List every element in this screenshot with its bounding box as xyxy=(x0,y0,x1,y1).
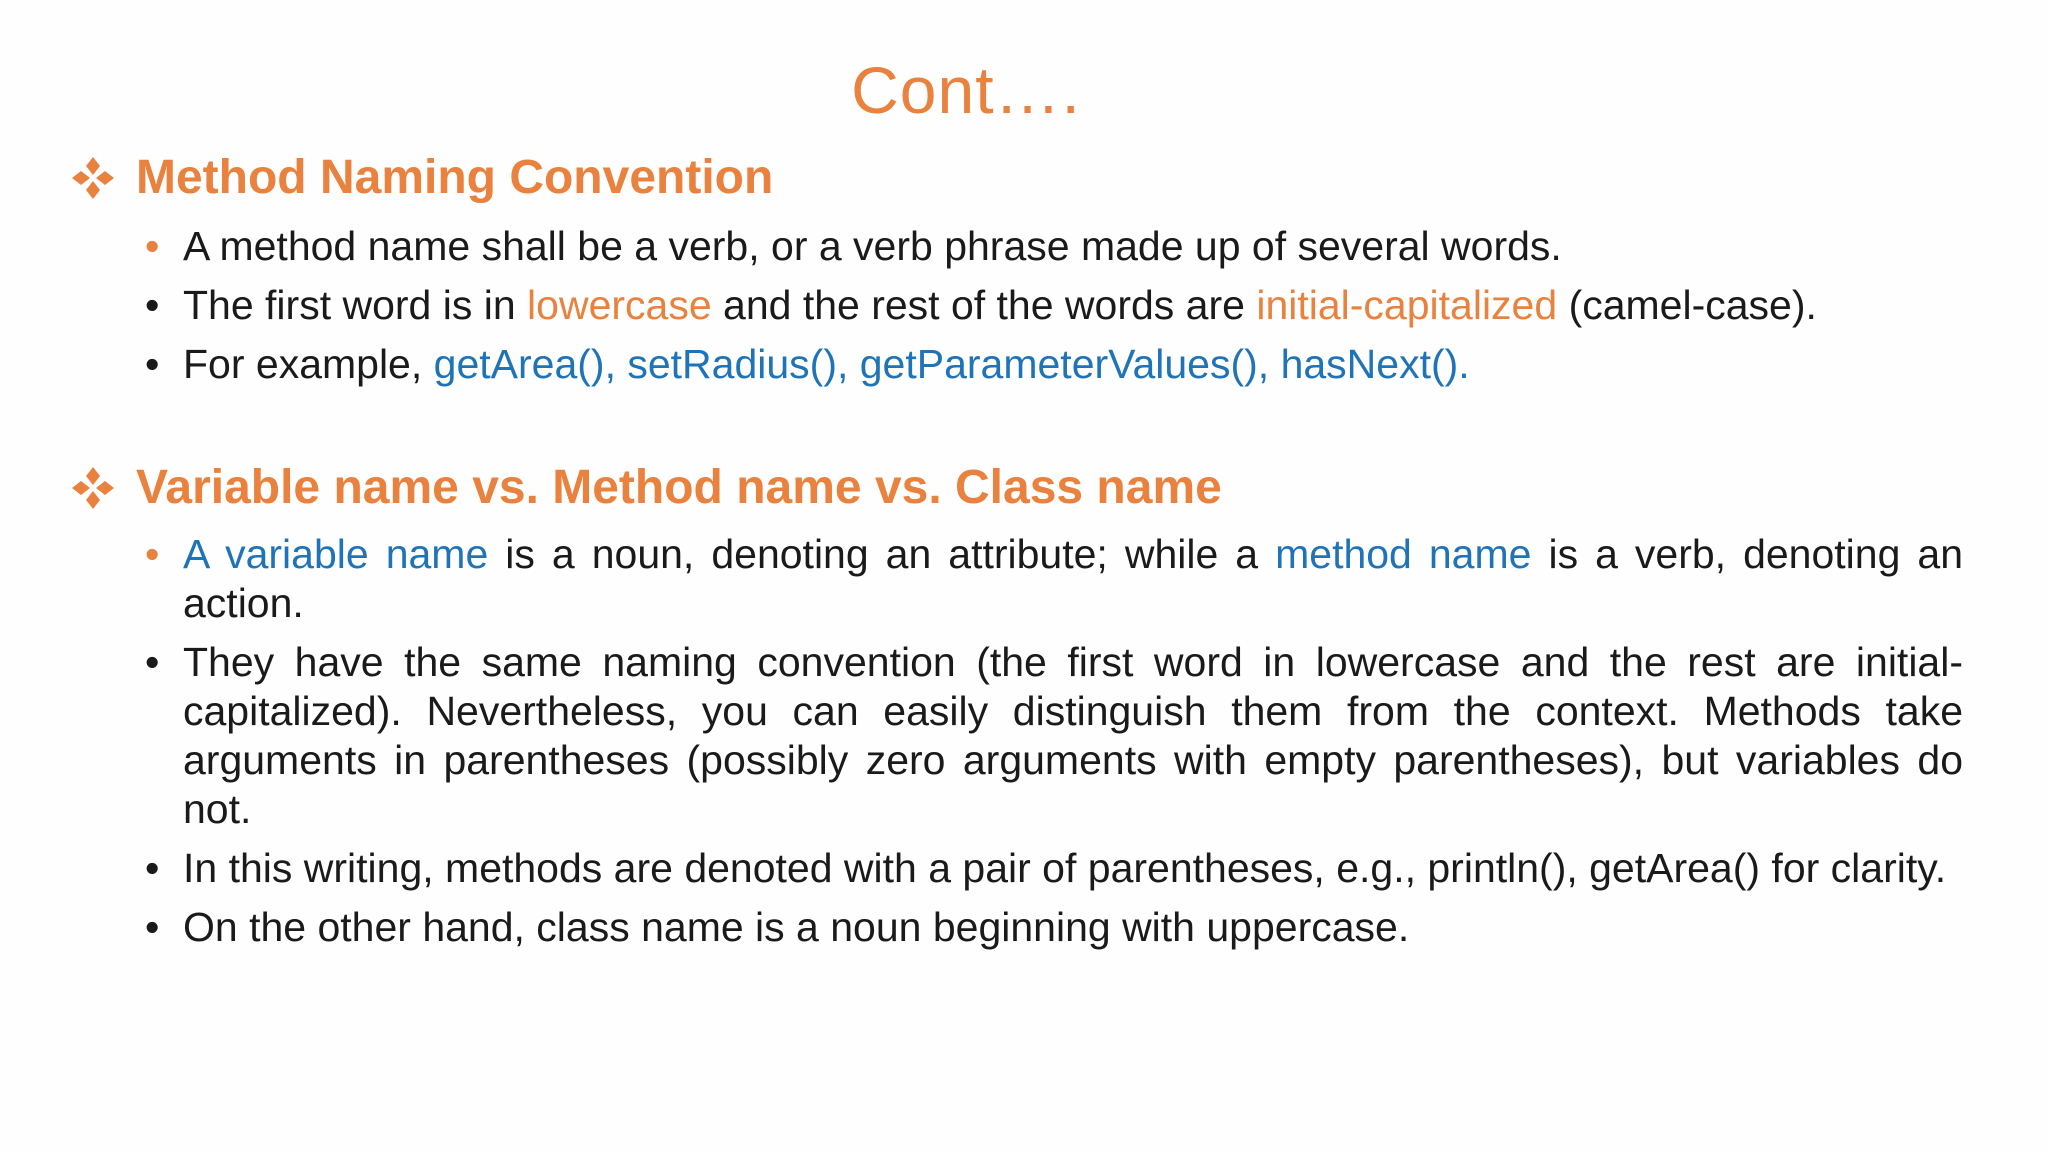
list-item xyxy=(145,530,1963,628)
bullet-text-post: (camel-case). xyxy=(1557,282,1817,328)
bullet-dot-icon: • xyxy=(145,845,160,891)
highlight-variable-name: A variable name xyxy=(183,531,489,577)
code-examples: getArea(), setRadius(), getParameterValues(), hasNext(). xyxy=(433,341,1470,387)
bullet-text: A method name shall be a verb, or a verb phrase made up of several words. xyxy=(183,223,1562,269)
section-heading-method-naming xyxy=(68,150,773,205)
bullet-dot-icon: • xyxy=(145,639,160,685)
bullet-text: In this writing, methods are denoted with a pair of parentheses, e.g., println(), getArea() for clarity. xyxy=(183,845,1947,891)
list-item xyxy=(145,222,1963,271)
diamond-bullet-icon xyxy=(68,153,118,203)
list-item xyxy=(145,638,1963,834)
bullet-dot-icon: • xyxy=(145,341,160,387)
highlight-initial-capitalized: initial-capitalized xyxy=(1256,282,1558,328)
list-item xyxy=(145,340,1963,389)
highlight-method-name: method name xyxy=(1275,531,1532,577)
bullet-text: They have the same naming convention (the first word in lowercase and the rest are initial-capitalized). Nevertheless, you can easily distinguish them from the context. Methods take arguments in parentheses (possibly zero arguments with empty parentheses), but variables do not. xyxy=(183,639,1963,832)
bullet-text-pre: The first word is in xyxy=(183,282,528,328)
bullet-list-method-naming xyxy=(145,222,1963,399)
slide-title: Cont…. xyxy=(851,53,1081,127)
bullet-text-post: is a verb, denoting an action. xyxy=(183,531,1964,626)
highlight-lowercase: lowercase xyxy=(527,282,712,328)
list-item xyxy=(145,903,1963,952)
bullet-list-variable-vs-method xyxy=(145,530,1963,962)
bullet-text-mid: is a noun, denoting an attribute; while a xyxy=(488,531,1276,577)
section-heading-text: Variable name vs. Method name vs. Class name xyxy=(136,461,1222,514)
bullet-dot-icon: • xyxy=(145,282,160,328)
section-heading-text: Method Naming Convention xyxy=(136,151,774,204)
bullet-text-mid: and the rest of the words are xyxy=(711,282,1257,328)
list-item xyxy=(145,281,1963,330)
diamond-bullet-icon xyxy=(68,463,118,513)
section-heading-variable-vs-method xyxy=(68,460,1222,515)
bullet-dot-icon: • xyxy=(145,904,160,950)
bullet-dot-icon: • xyxy=(145,223,160,269)
bullet-text: On the other hand, class name is a noun beginning with uppercase. xyxy=(183,904,1410,950)
bullet-dot-icon: • xyxy=(145,531,160,577)
list-item xyxy=(145,844,1963,893)
bullet-text-pre: For example, xyxy=(183,341,434,387)
